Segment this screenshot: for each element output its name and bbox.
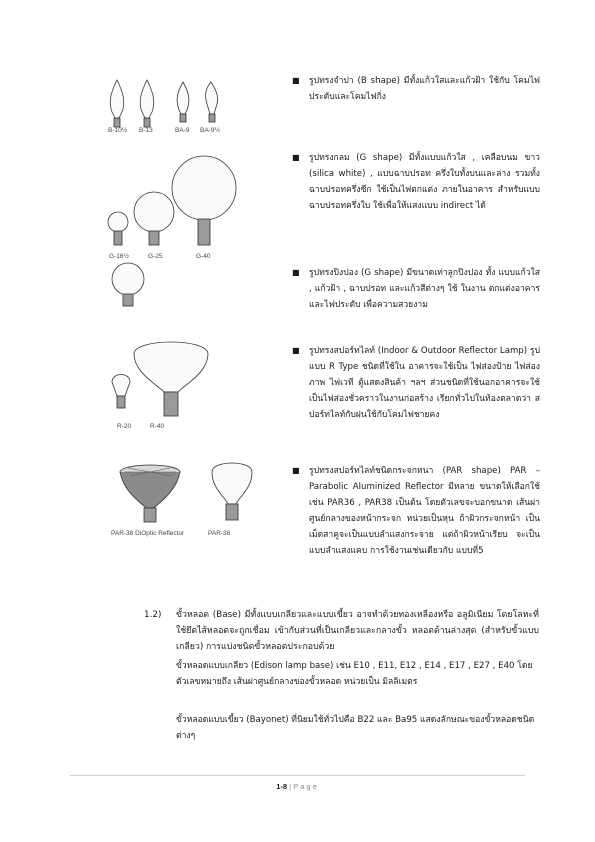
figure-globe-label-2: G-25 — [148, 253, 163, 260]
figure-candle-label-1: B-10½ — [108, 127, 128, 134]
pingpong-bulb-illustration — [108, 262, 148, 308]
bullet-marker-4: ■ — [292, 346, 300, 355]
figure-globe-label-3: G-40 — [196, 253, 211, 260]
figure-globe-bulbs — [106, 148, 236, 254]
reflector-lamps-illustration — [108, 340, 218, 428]
par-lamps-illustration — [118, 462, 258, 526]
bullet-text-par: รูปทรงสปอร์ทไลท์ชนิดกระจกหนา (PAR shape) PAR – Parabolic Aluminized Reflector มีหลาย ขนาดให้เลือกใช้ เช่น PAR36 , PAR38 เป็นต้น โดยตัวเลขจะบอกขนาด เส้นผ่าศูนย์กลางของหน้ากระจก หน่วยเป็นหุน ถ้าผิวกระจกหน้า เป็นเม็ดสาคูจะเป็นแบบลำแสงกระจาย แต่ถ้าผิวหน้าเรียบ จะเป็นแบบลำแสงแคบ การใช้งานเช่นเดียวกับ แบบที่5 — [309, 466, 540, 556]
figure-reflector-lamps — [108, 340, 218, 428]
figure-reflector-label-1: R-20 — [117, 423, 132, 430]
figure-candle-label-3: BA-9 — [175, 127, 190, 134]
section-item-bayonet: ขั้วหลอดแบบเขี้ยว (Bayonet) ที่นิยมใช้ทั่วไปคือ B22 และ Ba95 แสดงลักษณะของขั้วหลอดชนิดต่างๆ — [176, 715, 535, 741]
section-number: 1.2) — [144, 610, 162, 620]
bullet-marker-1: ■ — [292, 76, 300, 85]
figure-candle-bulbs — [106, 78, 231, 130]
bullet-text-candle: รูปทรงจำปา (B shape) มีทั้งแก้วใสและแก้วฝ้า ใช้กับ โคมไฟประดับและโคมไฟกิ่ง — [309, 76, 540, 102]
footer-separator: | — [289, 782, 292, 791]
page-number: 1-8 — [276, 782, 288, 791]
bullet-text-pingpong: รูปทรงปิงปอง (G shape) มีขนาดเท่าลูกปิงปอง ทั้ง แบบแก้วใส , แก้วฝ้า , ฉาบปรอท และแก้วสีต่างๆ ใช้ ในงาน ตกแต่งอาคาร และไฟประดับ เพื่อความสวยงาม — [309, 268, 540, 310]
bullet-text-globe: รูปทรงกลม (G shape) มีทั้งแบบแก้วใส , เคลือบนม ขาว (silica white) , แบบฉาบปรอท ครึ่งใบทั้งบนและล่าง รวมทั้งฉาบปรอทครึ่งซีก ใช้เป็นไฟตกแต่ง ภายในอาคาร สำหรับแบบ ฉาบปรอทครึ่งใบ ใช้เพื่อให้แสงแบบ indirect ได้ — [309, 153, 540, 211]
section-text: ขั้วหลอด (Base) มีทั้งแบบเกลียวและแบบเขี้ยว อาจทำด้วยทองเหลืองหรือ อลูมิเนียม โดยโลหะที่ใช้ยึดไส้หลอดจะถูกเชื่อม เข้ากับส่วนที่เป็นเกลียวและกลางขั้ว หลอดด้านล่างสุด (สำหรับขั้วแบบเกลียว) การแบ่งชนิดขั้วหลอดประกอบด้วย — [176, 610, 539, 652]
bullet-marker-3: ■ — [292, 268, 300, 277]
figure-candle-label-2: B-13 — [139, 127, 153, 134]
bullet-text-reflector: รูปทรงสปอร์ทไลท์ (Indoor & Outdoor Reflector Lamp) รูปแบบ R Type ชนิดที่ใช้ใน อาคารจะใช้เป็น ไฟส่องป้าย ไฟส่องภาพ ไฟเวที ตู้แสดงสินค้า ฯลฯ ส่วนชนิดที่ใช้นอกอาคารจะใช้เป็นไฟส่องชั่วคราวในงานก่อสร้าง เรียกทั่วไปในท้องตลาดว่า สปอร์ทไลท์กับฝนใช้กับโคมไฟชายคง — [309, 346, 540, 420]
figure-globe-label-1: G-16½ — [109, 253, 129, 260]
figure-par-label-1: PAR-38 DiOptic Reflector — [111, 530, 185, 537]
footer-page-word: Page — [293, 782, 319, 791]
figure-reflector-label-2: R-40 — [150, 423, 165, 430]
figure-par-lamps — [118, 462, 258, 526]
candle-bulbs-illustration — [106, 78, 231, 130]
section-item-edison: ขั้วหลอดแบบเกลียว (Edison lamp base) เช่น E10 , E11, E12 , E14 , E17 , E27 , E40 โดยตัวเลขหมายถึง เส้นผ่าศูนย์กลางของขั้วหลอด หน่วยเป็น มิลลิเมตร — [176, 661, 533, 687]
figure-par-label-2: PAR-38 — [208, 530, 231, 537]
footer-divider — [70, 775, 525, 776]
figure-candle-label-4: BA-9½ — [200, 127, 220, 134]
page-footer — [0, 782, 595, 791]
globe-bulbs-illustration — [106, 148, 236, 254]
bullet-marker-2: ■ — [292, 153, 300, 162]
bullet-marker-5: ■ — [292, 466, 300, 475]
figure-pingpong-bulb — [108, 262, 148, 308]
